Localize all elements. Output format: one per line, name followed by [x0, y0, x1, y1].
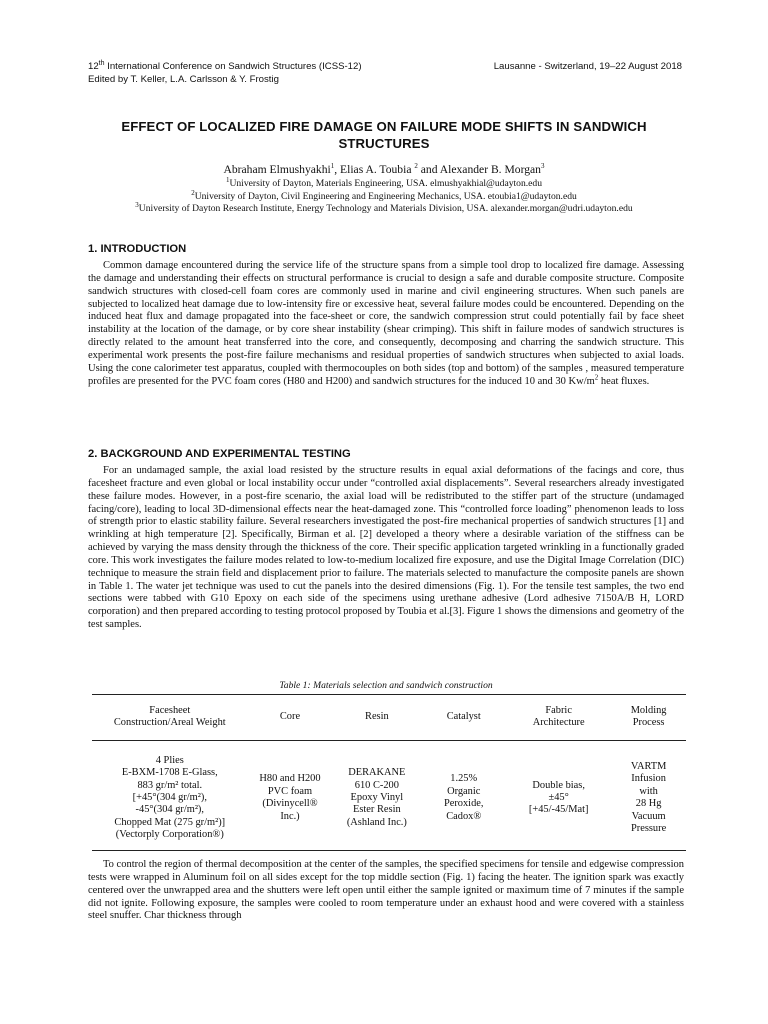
header-core-line: Core — [279, 711, 301, 723]
cell-fabric — [506, 740, 611, 850]
author-2: , Elias A. Toubia — [334, 163, 415, 176]
title-line-2: STRUCTURES — [338, 136, 430, 151]
affiliation-2-text: University of Dayton, Civil Engineering and Engineering Mechanics, USA. etoubia1@udayton.edu — [194, 190, 577, 202]
header-fabric-line: Fabric — [545, 705, 572, 716]
author-2-sup: 2 — [414, 162, 418, 171]
cell-line: H80 and H200 — [259, 773, 321, 785]
cell-line: with — [639, 785, 658, 797]
header-fabric — [506, 695, 611, 741]
editors-line: Edited by T. Keller, L.A. Carlsson & Y. Frostig — [88, 74, 279, 85]
affiliation-1 — [84, 175, 684, 191]
conference-number: 12 — [88, 61, 99, 72]
cell-line: VARTM — [630, 761, 667, 773]
header-facesheet — [92, 695, 248, 741]
cell-line: ±45° — [548, 792, 569, 804]
author-3-sup: 3 — [540, 162, 545, 171]
introduction-paragraph — [88, 260, 684, 388]
cell-line: 4 Plies — [155, 754, 184, 766]
cell-line: Vacuum — [631, 810, 666, 822]
author-3: and Alexander B. Morgan — [417, 163, 541, 176]
background-section — [88, 447, 684, 632]
background-paragraph: For an undamaged sample, the axial load resisted by the structure results in equal axial deformations of the facings and core, thus facesheet fracture and even global or local instability occur under “controlled axial displacements”. Several researchers already investigated these failure modes. However, in a post-fire scenario, the axial load will be redistributed to the stiffer part of the structure (undamaged facing/core), leading to local 3D-dimensional effects near the heat-damaged zone. This “controlled force loading” phenomenon leads to loss of strength prior to elastic stability failure. Several researchers investigated the post-fire mechanical properties of sandwich structures [1] and wrinkling at high temperature [2]. Specifically, Birman et al. [2] developed a theory where a desirable variation of the stiffness can be achieved by varying the mass density through the thickness of the core. Their specific application targeted wrinkling in a functionally graded core. This work investigates the failure modes related to low-to-medium localized fire exposure, and use the Digital Image Correlation (DIC) technique to measure the strain field and displacement prior to failure. The materials selected to manufacture the composite panels are shown in Table 1. The water jet technique was used to cut the panels into the desired dimensions (Fig. 1). For the tensile test samples, the two end sections were tabbed with G10 Epoxy on each side of the specimens using urethane adhesive (Lord adhesive 7150A/B H, LORD corporation) and then prepared according to testing protocol proposed by Toubia et al.[3]. Figure 1 shows the dimensions and geometry of the test samples. — [88, 465, 684, 631]
cell-line: -45°(304 gr/m²), — [135, 804, 204, 816]
cell-molding — [611, 740, 686, 850]
cell-line: Peroxide, — [443, 798, 484, 810]
header-facesheet-line: Construction/Areal Weight — [113, 717, 226, 729]
conference-name: International Conference on Sandwich Structures (ICSS-12) — [104, 61, 362, 72]
table-caption: Table 1: Materials selection and sandwich construction — [279, 680, 493, 691]
cell-catalyst — [421, 740, 506, 850]
introduction-heading: 1. INTRODUCTION — [88, 243, 187, 255]
title-line-1: EFFECT OF LOCALIZED FIRE DAMAGE ON FAILURE MODE SHIFTS IN SANDWICH — [121, 119, 647, 134]
cell-line: 1.25% — [450, 773, 478, 785]
cell-line: Infusion — [631, 773, 666, 785]
affiliation-3-text: University of Dayton Research Institute, Energy Technology and Materials Division, USA. alexander.morgan@udri.udayton.edu — [138, 203, 633, 214]
affiliation-3-sup: 3 — [135, 200, 139, 209]
background-heading: 2. BACKGROUND AND EXPERIMENTAL TESTING — [88, 448, 351, 460]
cell-line: Pressure — [630, 823, 667, 835]
cell-line: Double bias, — [532, 779, 585, 791]
header-resin — [332, 695, 421, 741]
header-catalyst-line: Catalyst — [446, 711, 481, 723]
post-table-section — [88, 859, 684, 923]
conference-number-suffix: th — [98, 59, 105, 67]
table-header-row — [92, 695, 686, 741]
cell-line: DERAKANE — [348, 767, 406, 779]
header-catalyst — [421, 695, 506, 741]
cell-facesheet — [92, 740, 248, 850]
cell-line: Organic — [447, 785, 481, 797]
cell-core — [248, 740, 333, 850]
introduction-text: Common damage encountered during the service life of the structure spans from a simple tool drop to localized fire damage. Assessing the damage and understanding their effects on structural performance is crucial to design a safe and durable composite structure. Composite sandwich structures with closed-cell foam cores are commonly used in marine and civil engineering structures. When such panels are subjected to localized heat damage due to low-intensity fire or excessive heat, several failure modes could be encountered. Depending on the induced heat flux and damage propagated into the face-sheet or core, the sandwich compression strut could potentially fail by face sheet instability at the location of the damage, or by core shear instability (shear crimping). This shift in failure modes of sandwich structures is directly related to the amount heat transferred into the core, and consequently, decomposing and charring the sandwich structure. This experimental work presents the post-fire failure mechanisms and residual properties of sandwich structures when subjected to axial loads. Using the cone calorimeter test apparatus, coupled with thermocouples on both sides (top and bottom) of the samples , measured temperature profiles are presented for the PVC foam cores (H80 and H200) and sandwich structures for the induced 10 and 30 Kw/m — [88, 260, 684, 387]
author-1-sup: 1 — [330, 162, 335, 171]
cell-line: Chopped Mat (275 gr/m²)] — [114, 816, 226, 828]
cell-line: Ester Resin — [353, 804, 401, 816]
affiliation-2 — [84, 188, 684, 204]
materials-table — [92, 694, 686, 851]
affiliation-1-sup: 1 — [225, 175, 230, 184]
cell-line: PVC foam — [267, 785, 313, 797]
heat-flux-unit-sup: 2 — [594, 373, 599, 382]
header-fabric-line: Architecture — [532, 717, 585, 729]
cell-line: 28 Hg — [635, 798, 662, 810]
cell-line: (Divinycell® — [262, 798, 318, 810]
cell-line: 883 gr/m² total. — [137, 779, 203, 791]
header-molding — [611, 695, 686, 741]
cell-line: (Ashland Inc.) — [346, 816, 407, 828]
conference-location: Lausanne - Switzerland, 19–22 August 2018 — [493, 61, 682, 72]
introduction-text-end: heat fluxes. — [598, 375, 650, 387]
cell-line: [+45/-45/Mat] — [528, 804, 589, 816]
paper-title — [84, 118, 684, 152]
cell-line: Inc.) — [280, 810, 300, 822]
table-row — [92, 740, 686, 850]
cell-line: (Vectorply Corporation®) — [115, 829, 224, 841]
cell-resin — [332, 740, 421, 850]
author-block — [84, 163, 684, 216]
header-resin-line: Resin — [365, 711, 389, 723]
post-table-paragraph: To control the region of thermal decomposition at the center of the samples, the specified specimens for tensile and edgewise compression tests were wrapped in Aluminum foil on all sides except for the top middle section (Fig. 1) facing the heater. The ignition spark was exactly centered over the unwrapped area and the shutters were left open until either the sample ignited or maximum time of 7 minutes if the sample did not ignite. Following exposure, the samples were cooled to room temperature under an exhaust hood and were covered with a stainless steel snuffer. Char thickness through — [88, 859, 684, 922]
cell-line: Epoxy Vinyl — [350, 792, 404, 804]
cell-line: 610 C-200 — [354, 779, 399, 791]
author-names — [84, 163, 684, 177]
header-core — [248, 695, 333, 741]
header-molding-line: Molding — [630, 705, 667, 716]
cell-line: E-BXM-1708 E-Glass, — [121, 767, 218, 779]
affiliation-2-sup: 2 — [191, 188, 195, 197]
affiliation-3 — [84, 200, 684, 216]
header-facesheet-line: Facesheet — [149, 705, 191, 716]
cell-line: [+45°(304 gr/m²), — [132, 792, 207, 804]
introduction-section — [88, 242, 684, 388]
header-molding-line: Process — [632, 717, 665, 729]
author-1: Abraham Elmushyakhi — [223, 163, 331, 176]
affiliation-1-text: University of Dayton, Materials Engineering, USA. elmushyakhial@udayton.edu — [229, 178, 543, 189]
cell-line: Cadox® — [446, 810, 482, 822]
running-header — [88, 60, 682, 86]
